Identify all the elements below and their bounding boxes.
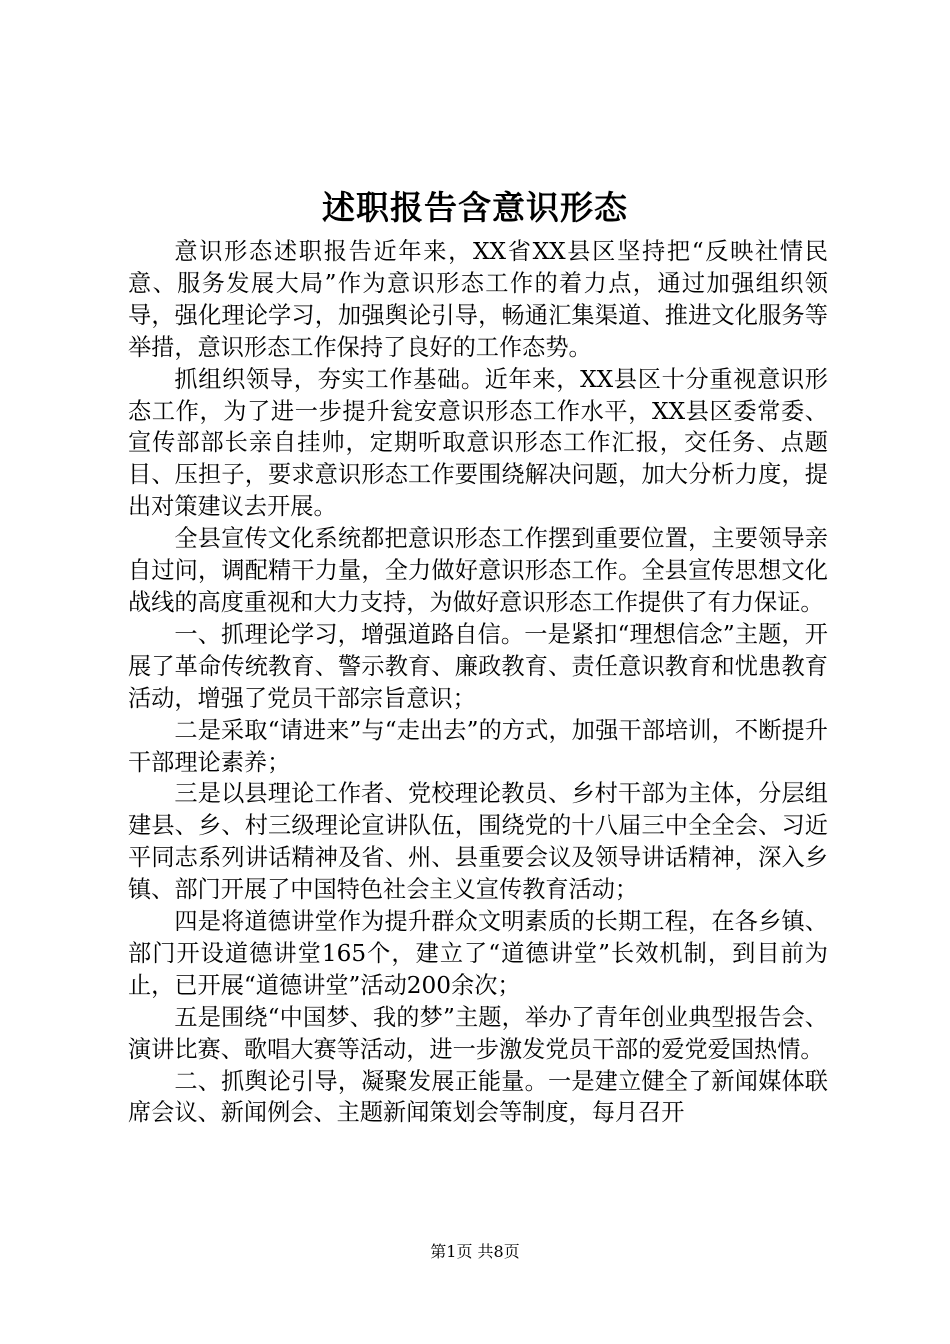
paragraph: 一、抓理论学习，增强道路自信。一是紧扣“理想信念”主题，开展了革命传统教育、警示教育、廉政教育、责任意识教育和忧患教育活动，增强了党员干部宗旨意识； [128, 620, 828, 712]
paragraph: 二是采取“请进来”与“走出去”的方式，加强干部培训，不断提升干部理论素养； [128, 716, 828, 776]
document-body [128, 236, 828, 1129]
document-title: 述职报告含意识形态 [322, 188, 628, 227]
paragraph: 抓组织领导，夯实工作基础。近年来，XX县区十分重视意识形态工作，为了进一步提升瓮安意识形态工作水平，XX县区委常委、宣传部部长亲自挂帅，定期听取意识形态工作汇报，交任务、点题目、压担子，要求意识形态工作要围绕解决问题，加大分析力度，提出对策建议去开展。 [128, 365, 828, 521]
paragraph: 四是将道德讲堂作为提升群众文明素质的长期工程，在各乡镇、部门开设道德讲堂165个，建立了“道德讲堂”长效机制，到目前为止，已开展“道德讲堂”活动200余次； [128, 908, 828, 999]
page-number-footer: 第1页 共8页 [430, 1242, 520, 1261]
paragraph: 五是围绕“中国梦、我的梦”主题，举办了青年创业典型报告会、演讲比赛、歌唱大赛等活动，进一步激发党员干部的爱党爱国热情。 [128, 1003, 828, 1063]
paragraph: 三是以县理论工作者、党校理论教员、乡村干部为主体，分层组建县、乡、村三级理论宣讲队伍，围绕党的十八届三中全全会、习近平同志系列讲话精神及省、州、县重要会议及领导讲话精神，深入乡镇、部门开展了中国特色社会主义宣传教育活动； [128, 780, 828, 904]
paragraph: 全县宣传文化系统都把意识形态工作摆到重要位置，主要领导亲自过问，调配精干力量，全力做好意识形态工作。全县宣传思想文化战线的高度重视和大力支持，为做好意识形态工作提供了有力保证。 [128, 525, 828, 616]
paragraph: 意识形态述职报告近年来，XX省XX县区坚持把“反映社情民意、服务发展大局”作为意识形态工作的着力点，通过加强组织领导，强化理论学习，加强舆论引导，畅通汇集渠道、推进文化服务等举措，意识形态工作保持了良好的工作态势。 [128, 238, 828, 361]
paragraph: 二、抓舆论引导，凝聚发展正能量。一是建立健全了新闻媒体联席会议、新闻例会、主题新闻策划会等制度，每月召开 [128, 1067, 828, 1127]
